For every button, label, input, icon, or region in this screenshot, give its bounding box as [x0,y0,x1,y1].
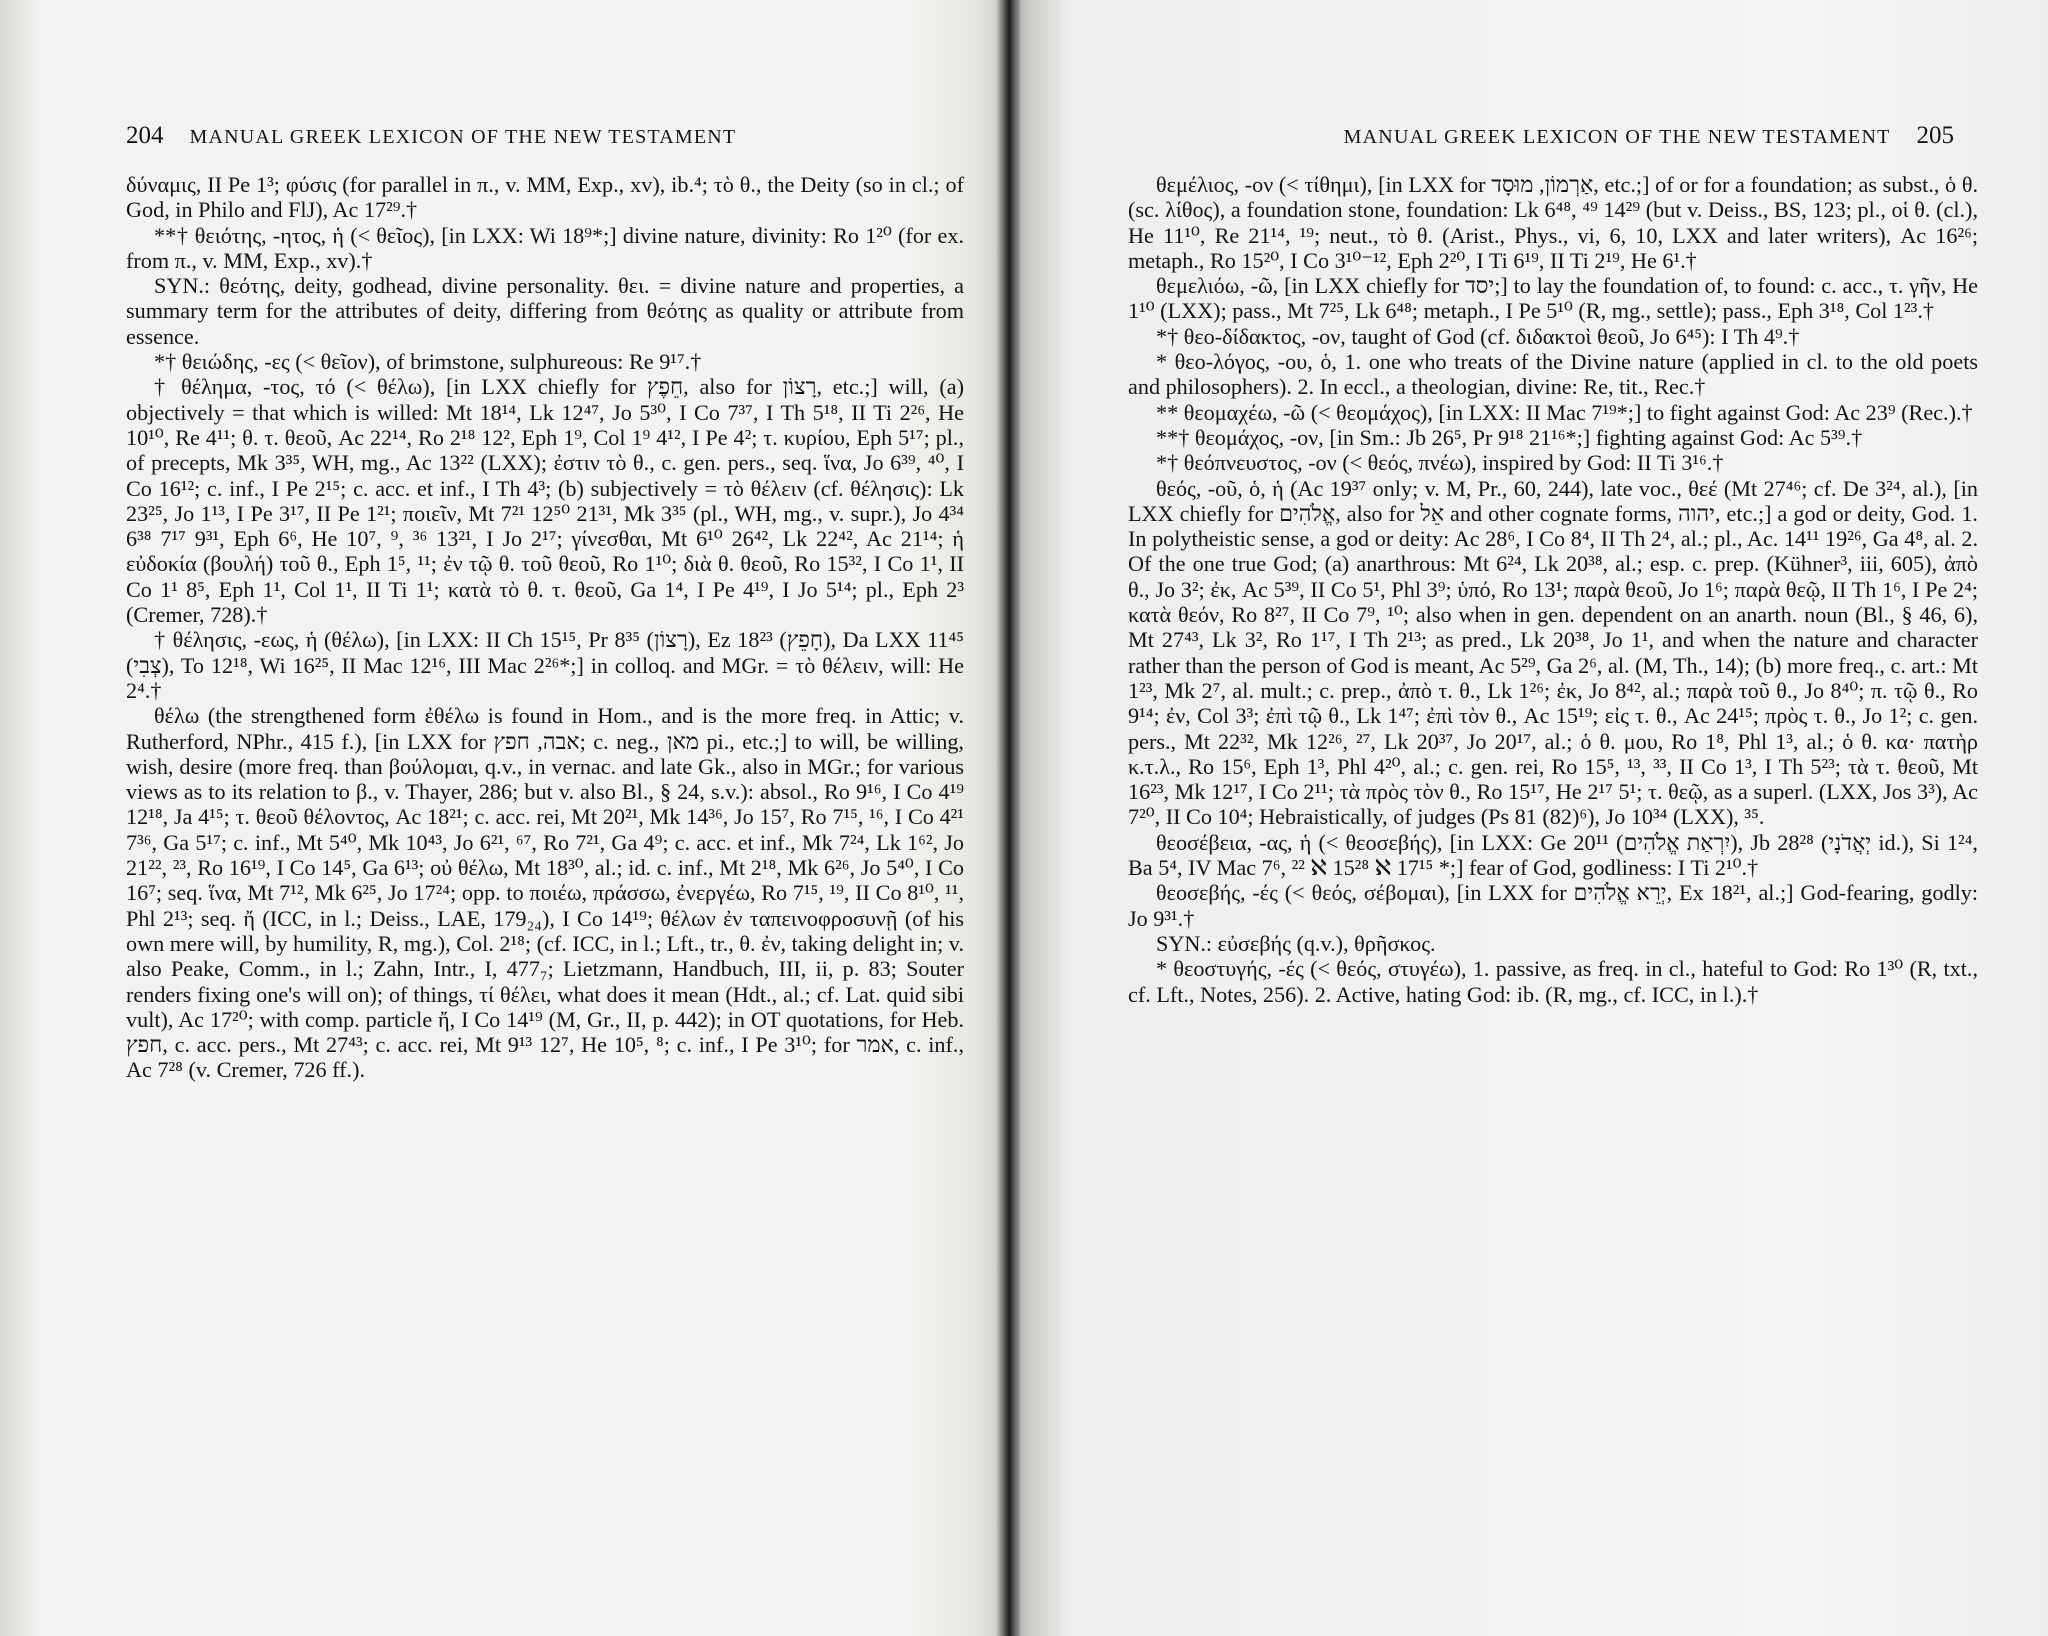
left-page-number: 204 [126,122,164,149]
entry-paragraph: SYN.: εὐσεβής (q.v.), θρῆσκος. [1156,930,1436,956]
right-text-block [1128,172,1978,1007]
left-running-title: MANUAL GREEK LEXICON OF THE NEW TESTAMENT [189,126,737,148]
entry-paragraph: θεός, -οῦ, ὁ, ἡ (Ac 19³⁷ only; v. M, Pr., 60, 244), late voc., θεέ (Mt 27⁴⁶; cf. De 3²⁴, al.), [in LXX chiefly for אֱלֹהִים, also for אֵל and other cognate forms, יהוה, etc.;] a god or deity, God. 1. In polytheistic sense, a god or deity: Ac 28⁶, I Co 8⁴, II Th 2⁴, al.; pl., Ac. 14¹¹ 19²⁶, Ga 4⁸, al. 2. Of the one true God; (a) anarthrous: Mt 6²⁴, Lk 20³⁸, al.; esp. c. prep. (Kühner³, iii, 605), ἀπὸ θ., Jo 3²; ἐκ, Ac 5³⁹, II Co 5¹, Phl 3⁹; ὑπό, Ro 13¹; παρὰ θεοῦ, Jo 1⁶; παρὰ θεῷ, II Th 1⁶, I Pe 2⁴; κατὰ θεόν, Ro 8²⁷, II Co 7⁹, ¹⁰; also when in gen. dependent on an anarth. noun (Bl., § 46, 6), Mt 27⁴³, Lk 3², Ro 1¹⁷, I Th 2¹³; as pred., Lk 20³⁸, Jo 1¹, and when the nature and character rather than the person of God is meant, Ac 5²⁹, Ga 2⁶, al. (M, Th., 14); (b) more freq., c. art.: Mt 1²³, Mk 2⁷, al. mult.; c. prep., ἀπὸ τ. θ., Lk 1²⁶; ἐκ, Jo 8⁴², al.; παρὰ τοῦ θ., Jo 8⁴⁰; π. τῷ θ., Ro 9¹⁴; ἐν, Col 3³; ἐπὶ τῷ θ., Lk 1⁴⁷; ἐπὶ τὸν θ., Ac 15¹⁹; εἰς τ. θ., Ac 24¹⁵; πρὸς τ. θ., Jo 1²; c. gen. pers., Mt 22³², Mk 12²⁶, ²⁷, Lk 20³⁷, Jo 20¹⁷, al.; ὁ θ. μου, Ro 1⁸, Phl 1³, al.; ὁ θ. κα· πατὴρ κ.τ.λ., Ro 15⁶, Eph 1³, Phl 4²⁰, al.; c. gen. rei, Ro 15⁵, ¹³, ³³, II Co 1³, I Th 5²³; τὰ τ. θεοῦ, Mt 16²³, Mk 12¹⁷, I Co 2¹¹; τὰ πρὸς τὸν θ., Ro 15¹⁷, He 2¹⁷ 5¹; τ. θεῷ, as a superl. (LXX, Jos 3³), Ac 7²⁰, II Co 10⁴; Hebraistically, of judges (Ps 81 (82)⁶), Jo 10³⁴ (LXX), ³⁵. [1128,475,1978,830]
entry-paragraph: * θεο-λόγος, -ου, ὁ, 1. one who treats of the Divine nature (applied in cl. to the old poets and philosophers). 2. In eccl., a theologian, divine: Re, tit., Rec.† [1128,349,1978,400]
entry-paragraph: *† θεόπνευστος, -ον (< θεός, πνέω), inspired by God: II Ti 3¹⁶.† [1156,450,1724,476]
entry-paragraph: θεοσεβής, -ές (< θεός, σέβομαι), [in LXX for יְרֵא אֱלֹהִים, Ex 18²¹, al.;] God-fearing, godly: Jo 9³¹.† [1128,880,1978,931]
entry-paragraph: SYN.: θεότης, deity, godhead, divine personality. θει. = divine nature and properties, a summary term for the attributes of deity, differing from θεότης as quality or attribute from essence. [126,273,964,349]
entry-paragraph: θέλω (the strengthened form ἐθέλω is found in Hom., and is the more freq. in Attic; v. Rutherford, NPhr., 415 f.), [in LXX for אבה, חפץ; c. neg., מאן pi., etc.;] to will, be willing, wish, desire (more freq. than βούλομαι, q.v., in vernac. and late Gk., also in MGr.; for various views as to its relation to β., v. Thayer, 286; but v. also Bl., § 24, s.v.): absol., Ro 9¹⁶, I Co 4¹⁹ 12¹⁸, Ja 4¹⁵; τ. θεοῦ θέλοντος, Ac 18²¹; c. acc. rei, Mt 20²¹, Mk 14³⁶, Jo 15⁷, Ro 7¹⁵, ¹⁶, I Co 4²¹ 7³⁶, Ga 5¹⁷; c. inf., Mt 5⁴⁰, Mk 10⁴³, Jo 6²¹, ⁶⁷, Ro 7²¹, Ga 4⁹; c. acc. et inf., Mk 7²⁴, Lk 1⁶², Jo 21²², ²³, Ro 16¹⁹, I Co 14⁵, Ga 6¹³; οὐ θέλω, Mt 18³⁰, al.; id. c. inf., Mt 2¹⁸, Mk 6²⁶, Jo 5⁴⁰, I Co 16⁷; seq. ἵνα, Mt 7¹², Mk 6²⁵, Jo 17²⁴; opp. to ποιέω, πράσσω, ἐνεργέω, Ro 7¹⁵, ¹⁹, II Co 8¹⁰, ¹¹, Phl 2¹³; seq. ἤ (ICC, in l.; Deiss., LAE, 179₂₄), I Co 14¹⁹; θέλων ἐν ταπεινοφροσυνῇ (of his own mere will, by humility, R, mg.), Col. 2¹⁸; (cf. ICC, in l.; Lft., tr., θ. ἐν, taking delight in; v. also Peake, Comm., in l.; Zahn, Intr., I, 477₇; Lietzmann, Handbuch, III, ii, p. 83; Souter renders fixing one's will on); of things, τί θέλει, what does it mean (Hdt., al.; cf. Lat. quid sibi vult), Ac 17²⁰; with comp. particle ἤ, I Co 14¹⁹ (M, Gr., II, p. 442); in OT quotations, for Heb. חפץ, c. acc. pers., Mt 27⁴³; c. acc. rei, Mt 9¹³ 12⁷, He 10⁵, ⁸; c. inf., I Pe 3¹⁰; for אמר, c. inf., Ac 7²⁸ (v. Cremer, 726 ff.). [126,703,964,1083]
right-running-title: MANUAL GREEK LEXICON OF THE NEW TESTAMENT [1343,126,1891,148]
entry-paragraph: θεοσέβεια, -ας, ἡ (< θεοσεβής), [in LXX: Ge 20¹¹ (יִרְאַת אֱלֹהִים), Jb 28²⁸ (יְאֲדֹנָי id.), Si 1²⁴, Ba 5⁴, IV Mac 7⁶, ²² ℵ 15²⁸ ℵ 17¹⁵ *;] fear of God, godliness: I Ti 2¹⁰.† [1128,829,1978,881]
entry-paragraph: *† θεο-δίδακτος, -ον, taught of God (cf. διδακτοὶ θεοῦ, Jo 6⁴⁵): I Th 4⁹.† [1156,323,1800,349]
right-page-number: 205 [1916,122,1954,149]
book-gutter [996,0,1020,1636]
entry-paragraph: δύναμις, II Pe 1³; φύσις (for parallel in π., v. MM, Exp., xv), ib.⁴; τὸ θ., the Deity (so in cl.; of God, in Philo and FlJ), Ac 17²⁹.† [126,172,964,223]
right-page [1008,0,2048,1636]
entry-paragraph: ** θεομαχέω, -ῶ (< θεομάχος), [in LXX: II Mac 7¹⁹*;] to fight against God: Ac 23⁹ (Rec.).† [1156,399,1973,425]
entry-paragraph: † θέλησις, -εως, ἡ (θέλω), [in LXX: II Ch 15¹⁵, Pr 8³⁵ (רָצוֹן), Ez 18²³ (חָפֵץ), Da LXX 11⁴⁵ (צְבִי), To 12¹⁸, Wi 16²⁵, II Mac 12¹⁶, III Mac 2²⁶*;] in colloq. and MGr. = τὸ θέλειν, will: He 2⁴.† [126,627,964,703]
right-running-head [1208,122,1954,156]
left-page [0,0,1008,1636]
entry-paragraph: † θέλημα, -τος, τό (< θέλω), [in LXX chiefly for חֵפֶץ, also for רָצוֹן, etc.;] will, (a) objectively = that which is willed: Mt 18¹⁴, Lk 12⁴⁷, Jo 5³⁰, I Co 7³⁷, I Th 5¹⁸, II Ti 2²⁶, He 10¹⁰, Re 4¹¹; θ. τ. θεοῦ, Ac 22¹⁴, Ro 2¹⁸ 12², Eph 1⁹, Col 1⁹ 4¹², I Pe 4²; τ. κυρίου, Eph 5¹⁷; pl., of precepts, Mk 3³⁵, WH, mg., Ac 13²² (LXX); ἐστιν τὸ θ., c. gen. pers., seq. ἵνα, Jo 6³⁹, ⁴⁰, I Co 16¹²; c. inf., I Pe 2¹⁵; c. acc. et inf., I Th 4³; (b) subjectively = τὸ θέλειν (cf. θέλησις): Lk 23²⁵, Jo 1¹³, I Pe 3¹⁷, II Pe 1²¹; ποιεῖν, Mt 7²¹ 12⁵⁰ 21³¹, Mk 3³⁵ (pl., WH, mg., v. supr.), Jo 4³⁴ 6³⁸ 7¹⁷ 9³¹, Eph 6⁶, He 10⁷, ⁹, ³⁶ 13²¹, I Jo 2¹⁷; γίνεσθαι, Mt 6¹⁰ 26⁴², Lk 22⁴², Ac 21¹⁴; ἡ εὐδοκία (βουλή) τοῦ θ., Eph 1⁵, ¹¹; ἐν τῷ θ. τοῦ θεοῦ, Ro 1¹⁰; διὰ θ. θεοῦ, Ro 15³², I Co 1¹, II Co 1¹ 8⁵, Eph 1¹, Col 1¹, II Ti 1¹; κατὰ τὸ θ. τ. θεοῦ, Ga 1⁴, I Pe 4¹⁹, I Jo 5¹⁴; pl., Eph 2³ (Cremer, 728).† [126,374,964,628]
entry-paragraph: θεμέλιος, -ον (< τίθημι), [in LXX for אַרְמוֹן, מוּסָד, etc.;] of or for a foundation; as subst., ὁ θ. (sc. λίθος), a foundation stone, foundation: Lk 6⁴⁸, ⁴⁹ 14²⁹ (but v. Deiss., BS, 123; pl., οἱ θ. (cl.), He 11¹⁰, Re 21¹⁴, ¹⁹; neut., τὸ θ. (Arist., Phys., vi, 6, 10, LXX and later writers), Ac 16²⁶; metaph., Ro 15²⁰, I Co 3¹⁰⁻¹², Eph 2²⁰, I Ti 6¹⁹, II Ti 2¹⁹, He 6¹.† [1128,172,1978,273]
entry-paragraph: **† θεομάχος, -ον, [in Sm.: Jb 26⁵, Pr 9¹⁸ 21¹⁶*;] fighting against God: Ac 5³⁹.† [1156,424,1863,450]
entry-paragraph: *† θειώδης, -ες (< θεῖον), of brimstone, sulphureous: Re 9¹⁷.† [154,349,702,375]
entry-paragraph: θεμελιόω, -ῶ, [in LXX chiefly for יסד;] to lay the foundation of, to found: c. acc., τ. γῆν, He 1¹⁰ (LXX); pass., Mt 7²⁵, Lk 6⁴⁸; metaph., I Pe 5¹⁰ (R, mg., settle); pass., Eph 3¹⁸, Col 1²³.† [1128,273,1978,324]
left-running-head [126,122,956,156]
entry-paragraph: * θεοστυγής, -ές (< θεός, στυγέω), 1. passive, as freq. in cl., hateful to God: Ro 1³⁰ (R, txt., cf. Lft., Notes, 256). 2. Active, hating God: ib. (R, mg., cf. ICC, in l.).† [1128,956,1978,1007]
entry-paragraph: **† θειότης, -ητος, ἡ (< θεῖος), [in LXX: Wi 18⁹*;] divine nature, divinity: Ro 1²⁰ (for ex. from π., v. MM, Exp., xv).† [126,222,964,273]
left-text-block [126,172,964,1083]
